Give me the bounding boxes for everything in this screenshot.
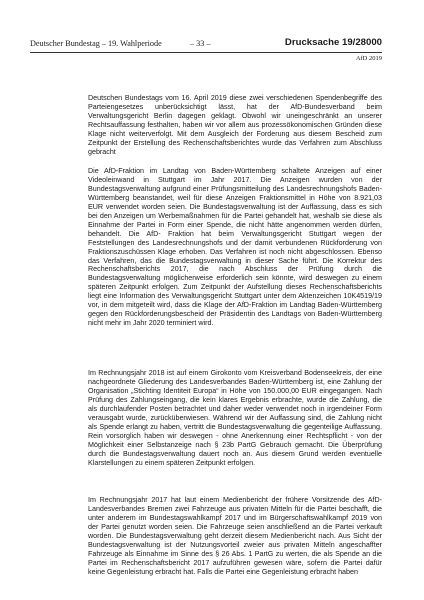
paragraph-2: Die AfD-Fraktion im Landtag von Baden-Württemberg schaltete Anzeigen auf einer Videoleinwand in Stuttgart im Jahr 2017. Die Anzeigen wurden von der Bundestagsverwaltung aufgrund einer Prüfungsmitteilung des Landesrechnungshofs Baden-Württemberg beanstandet, weil für diese Anzeigen Fraktionsmittel in Höhe von 8.921,03 EUR verwendet worden seien. Die Bundestagsverwaltung ist der Auffassung, dass es sich bei den Anzeigen um Werbemaßnahmen für die Partei gehandelt hat, weshalb sie diese als Einnahme der Partei in Form einer Spende, die nicht hätte angenommen werden dürfen, behandelt. Die AfD- Fraktion hat beim Verwaltungsgericht Stuttgart wegen der Feststellungen des Landesrechnungshofs und der damit verbundenen Rückforderung von Fraktionszuschüssen Klage erhoben. Das Verfahren ist noch nicht abgeschlossen. Ebenso das Verfahren, das die Bundestagsverwaltung in dieser Sache führt. Die Korrektur des Rechenschaftsberichts 2017, die nach Abschluss der Prüfung durch die Bundestagsverwaltung möglicherweise erforderlich sein könnte, wird deswegen zu einem späteren Zeitpunkt erfolgen. Zum Zeitpunkt der Aufstellung dieses Rechenschaftsberichts liegt eine Information des Verwaltungsgericht Stuttgart unter dem Aktenzeichen 10K4519/19 vor, in dem mitgeteilt wird, dass die Klage der AfD-Fraktion im Landtag Baden-Württemberg gegen den Rückforderungsbescheid der Präsidentin des Landtags von Baden-Württemberg nicht mehr im Jahr 2020 terminiert wird. [88, 167, 382, 328]
header-rule [30, 52, 382, 53]
publication-title: Deutscher Bundestag – 19. Wahlperiode [30, 39, 162, 48]
section-tag: AfD 2019 [355, 55, 382, 62]
drucksache-number: Drucksache 19/28000 [284, 37, 382, 48]
page-header [30, 37, 382, 51]
paragraph-1: Deutschen Bundestags vom 16. April 2019 diese zwei verschiedenen Spendenbegriffe des Parteiengesetzes unberücksichtigt lässt, hat der AfD-Bundesverband beim Verwaltungsgericht Berlin dagegen geklagt. Obwohl wir uneingeschränkt an unserer Rechtsauffassung festhalten, haben wir vor allem aus prozessökonomischen Gründen diese Klage nicht weiterverfolgt. Mit dem Ausgleich der Forderung aus diesem Bescheid zum Zeitpunkt der Erstellung des Rechenschaftsberichtes wurde das Verfahren zum Abschluss gebracht [88, 94, 382, 156]
page-number: – 33 – [190, 39, 211, 48]
paragraph-3: Im Rechnungsjahr 2018 ist auf einem Girokonto vom Kreisverband Bodenseekreis, der eine nachgeordnete Gliederung des Landesverbandes Baden-Württemberg ist, eine Zahlung der Organisation „Stichting Identiteit Europa“ in Höhe von 150.000,00 EUR eingegangen. Nach Prüfung des Zahlungseingang, die kein klares Ergebnis erbrachte, wurde die Zahlung, die als durchlaufender Posten betrachtet und daher weder verwendet noch in irgendeiner Form verausgabt wurde, zurücküberwiesen. Während wir der Auffassung sind, die Zahlung nicht als Spende erlangt zu haben, vertritt die Bundestagsverwaltung die gegenteilige Auffassung. Rein vorsorglich haben wir deswegen - ohne Anerkennung einer Rechtspflicht - von der Möglichkeit einer Selbstanzeige nach § 23b PartG Gebrauch gemacht. Die Überprüfung durch die Bundestagsverwaltung dauert noch an. Aus diesem Grund werden eventuelle Klarstellungen zu einem späteren Zeitpunkt erfolgen. [88, 369, 382, 467]
paragraph-4: Im Rechnungsjahr 2017 hat laut einem Medienbericht der frühere Vorsitzende des AfD-Landesverbandes Bremen zwei Fahrzeuge aus privaten Mitteln für die Partei beschafft, die unter anderem im Bundestagswahlkampf 2017 und im Bürgerschaftswahlkampf 2019 von der Partei genutzt worden seien. Die Fahrzeuge seien anschließend an die Partei verkauft worden. Die Bundestagsverwaltung geht derzeit diesem Medienbericht nach. Aus Sicht der Bundestagsverwaltung ist der Nutzungsvorteil zweier aus privaten Mitteln angeschaffter Fahrzeuge als Einnahme im Sinne des § 26 Abs. 1 PartG zu werten, die als Spende an die Partei im Rechenschaftsbericht 2017 aufzuführen gewesen wäre, sofern die Partei dafür keine Gegenleistung erbracht hat. Falls die Partei eine Gegenleistung erbracht haben [88, 496, 382, 576]
